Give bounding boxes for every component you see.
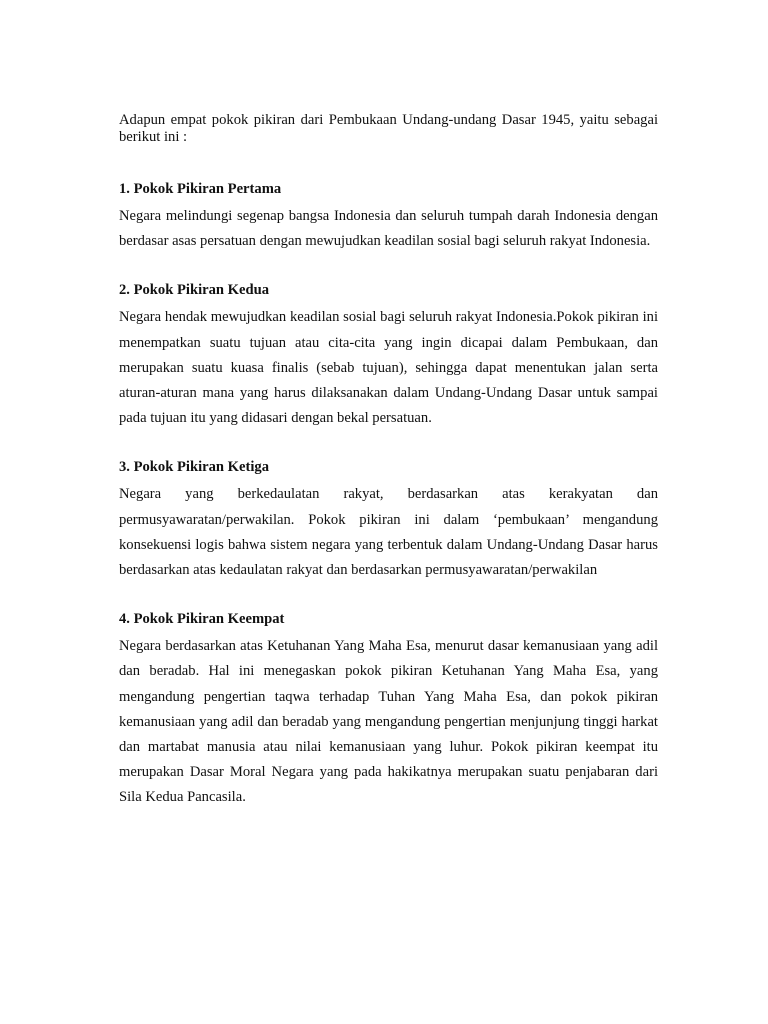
section-2 [119, 280, 658, 431]
section-3 [119, 457, 658, 583]
section-1 [119, 179, 658, 254]
document-page [119, 112, 658, 811]
section-heading: 1. Pokok Pikiran Pertama [119, 181, 282, 197]
section-body: Negara hendak mewujudkan keadilan sosial bagi seluruh rakyat Indonesia.Pokok pikiran ini menempatkan suatu tujuan atau cita-cita yang ingin dicapai dalam Pembukaan, dan merupakan suatu kuasa finalis (sebab tujuan), sehingga dapat menentukan jalan serta aturan-aturan mana yang harus dilaksanakan dalam Undang-Undang Dasar untuk sampai pada tujuan itu yang didasari dengan bekal persatuan. [119, 309, 658, 427]
section-body: Negara berdasarkan atas Ketuhanan Yang Maha Esa, menurut dasar kemanusiaan yang adil dan beradab. Hal ini menegaskan pokok pikiran Ketuhanan Yang Maha Esa, yang mengandung pengertian taqwa terhadap Tuhan Yang Maha Esa, dan pokok pikiran kemanusiaan yang adil dan beradab yang mengandung pengertian menjunjung tinggi harkat dan martabat manusia atau nilai kemanusiaan yang luhur. Pokok pikiran keempat itu merupakan Dasar Moral Negara yang pada hakikatnya merupakan suatu penjabaran dari Sila Kedua Pancasila. [119, 638, 658, 806]
section-heading: 3. Pokok Pikiran Ketiga [119, 459, 269, 476]
section-4 [119, 609, 658, 810]
section-heading: 4. Pokok Pikiran Keempat [119, 611, 285, 628]
section-heading: 2. Pokok Pikiran Kedua [119, 282, 270, 299]
intro-paragraph: Adapun empat pokok pikiran dari Pembukaan Undang-undang Dasar 1945, yaitu sebagai berikut ini : [119, 112, 658, 145]
section-body: Negara yang berkedaulatan rakyat, berdasarkan atas kerakyatan dan permusyawaratan/perwakilan. Pokok pikiran ini dalam ‘pembukaan’ mengandung konsekuensi logis bahwa sistem negara yang terbentuk dalam Undang-Undang Dasar harus berdasarkan atas kedaulatan rakyat dan berdasarkan permusyawaratan/perwakilan [119, 486, 658, 579]
section-body: Negara melindungi segenap bangsa Indonesia dan seluruh tumpah darah Indonesia dengan berdasar asas persatuan dengan mewujudkan keadilan sosial bagi seluruh rakyat Indonesia. [119, 208, 658, 250]
